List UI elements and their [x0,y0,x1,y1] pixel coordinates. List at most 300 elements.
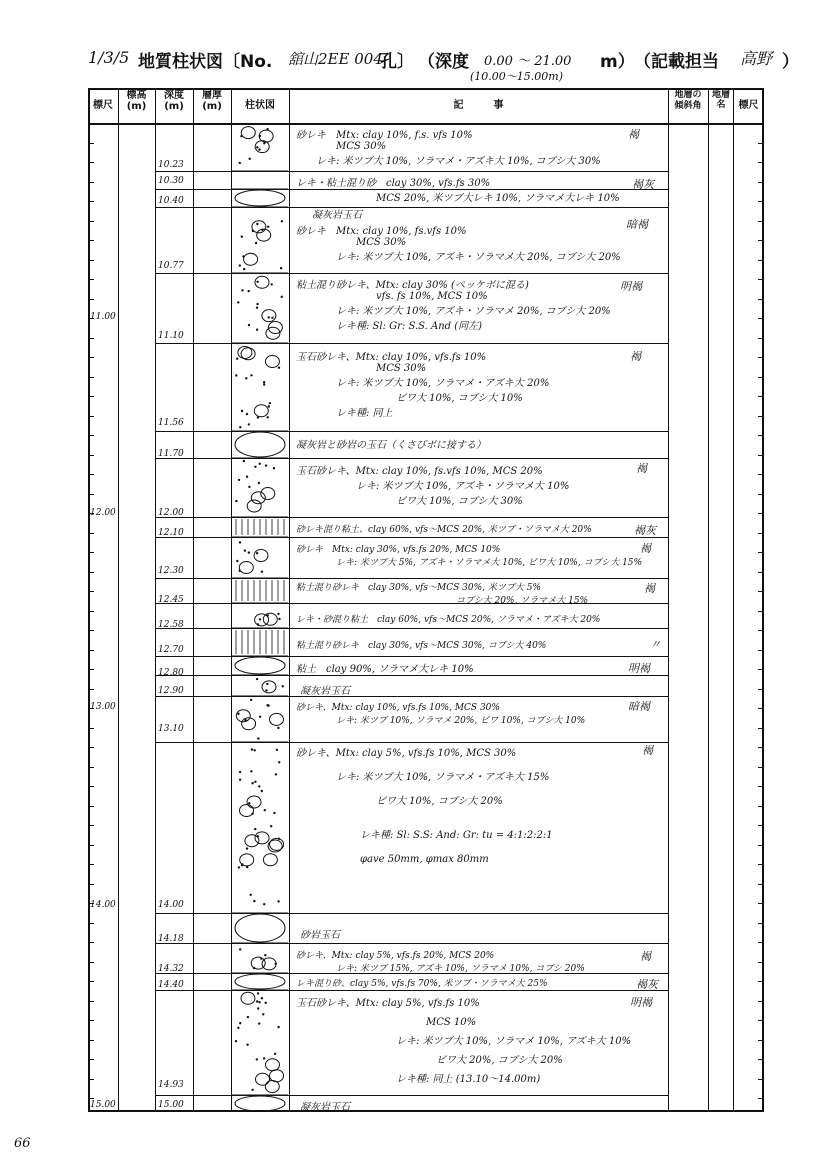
column-symbol [264,954,266,956]
layer-color: 褐 [628,128,639,141]
column-symbol [277,727,279,729]
column-symbol [267,705,269,707]
column-symbol [258,1022,260,1024]
layer-description: 砂レキ Mtx: clay 30%, vfs.fs 20%, MCS 10% レキ: 米ツブ大 5%, アズキ・ソラマメ大 10%, ビワ大 10%, コブシ大 15% [296,545,643,568]
column-symbol [256,552,258,554]
column-symbol [240,854,254,866]
column-symbol [235,1096,285,1111]
layer-description: 凝灰岩玉石 [300,1102,350,1113]
column-symbol [250,699,252,701]
depth-value: 10.40 [158,196,184,206]
depth-value: 12.80 [158,668,184,678]
column-symbol [235,914,285,942]
column-symbol [235,432,285,457]
column-symbol [263,903,265,905]
column-symbol [256,307,258,309]
column-symbol [249,158,251,160]
column-symbol [237,1027,239,1029]
depth-subrange: (10.00〜15.00m) [470,70,563,83]
scale-tick [758,357,764,358]
scale-tick [88,825,94,826]
column-symbol [257,992,259,994]
column-symbol [277,1026,279,1028]
column-symbol [255,832,269,844]
column-symbol [251,957,265,969]
scale-tick [88,962,94,963]
column-symbol [239,562,253,574]
depth-value: 10.77 [158,261,184,271]
column-symbol [236,358,238,360]
scale-tick [758,845,764,846]
layer-description: 玉石砂レキ、Mtx: clay 10%, vfs.fs 10% MCS 30% レキ: 米ツブ大 10%, ソラマメ・アズキ大 20% ビワ大 10%, コブシ大 10% レキ種: 同上 [296,352,550,419]
depth-value: 11.10 [158,331,184,341]
layer-color: 褐灰 [634,524,656,537]
column-symbol [245,835,259,847]
scale-tick [88,552,94,553]
scale-tick [88,747,94,748]
layer-description: レキ混り砂、clay 5%, vfs.fs 70%, 米ツブ・ソラマメ大 25% [296,979,548,989]
charge-label: （記載担当 [634,52,719,72]
column-symbol [277,613,279,615]
layer-color: 暗褐 [628,700,650,713]
column-symbol [281,220,283,222]
borehole-suffix: 孔〕 [380,52,414,72]
layer-description: 砂レキ、Mtx: clay 5%, vfs.fs 10%, MCS 30% レキ: 米ツブ大 10%, ソラマメ・アズキ大 15% ビワ大 10%, コブシ大 20% レキ種: Sl: S.S: And: Gr: tu = 4:1:2:2:1 φave 50mm, φmax 80mm [296,748,553,865]
column-symbol [241,127,255,139]
column-symbol [239,541,241,543]
column-symbol [262,681,276,693]
column-symbol [247,500,261,512]
scale-tick [758,318,764,319]
scale-mark-13: 13.00 [90,702,116,712]
layer-description: 凝灰岩と砂岩の玉石（くさびボに接する） [296,440,486,451]
layer-color: 褐 [630,350,641,363]
column-symbol [278,618,280,620]
column-symbol [259,716,261,718]
scale-tick [88,455,94,456]
column-symbol [239,162,241,164]
scale-tick [758,123,764,124]
col-divider [193,88,194,1112]
scale-tick [88,416,94,417]
depth-value: 12.58 [158,620,184,630]
scale-tick [88,1040,94,1041]
layer-color: 褐 [644,582,655,595]
column-symbol [259,618,261,620]
column-symbol [250,894,252,896]
scale-tick [758,338,764,339]
scale-tick [88,942,94,943]
layer-description: 凝灰岩玉石 [300,686,350,697]
column-symbol [241,236,243,238]
scale-tick [88,1079,94,1080]
column-symbol [251,1089,253,1091]
scale-tick [88,1001,94,1002]
header-divider [88,123,764,125]
scale-tick [88,338,94,339]
header-scale-right: 標尺 [738,100,759,111]
scale-tick [758,1079,764,1080]
col-divider [708,88,709,1112]
scale-tick [758,767,764,768]
column-symbol [265,1081,279,1093]
scale-mark-11: 11.00 [90,312,116,322]
column-symbol [268,316,270,318]
layer-color: 明褐 [630,996,652,1009]
col-divider [155,88,156,1112]
column-symbol [274,1053,276,1055]
scale-tick [758,435,764,436]
column-symbol [273,467,275,469]
scale-tick [758,162,764,163]
layer-description: 砂レキ、Mtx: clay 5%, vfs.fs 20%, MCS 20% レキ: 米ツブ 15%, アズキ 10%, ソラマメ 10%, コブシ 20% [296,951,585,974]
scale-tick [758,630,764,631]
scale-tick [88,494,94,495]
layer-color: 褐 [640,950,651,963]
depth-value: 12.70 [158,645,184,655]
column-symbol [265,356,279,368]
depth-value: 14.18 [158,934,184,944]
column-symbol [256,1058,258,1060]
column-symbol [257,737,259,739]
column-symbol [238,479,240,481]
column-symbol [254,466,256,468]
column-symbol [239,1022,241,1024]
column-symbol [250,770,252,772]
column-symbol [256,329,258,331]
scale-tick [758,611,764,612]
column-symbol [237,713,239,715]
column-symbol [254,550,268,562]
depth-value: 12.10 [158,528,184,538]
layer-description: 砂レキ、Mtx: clay 10%, vfs.fs 10%, MCS 30% レキ: 米ツブ 10%, ソラマメ 20%, ビワ 10%, コブシ大 10% [296,703,586,726]
scale-tick [758,689,764,690]
scale-tick [88,182,94,183]
column-symbol [267,226,269,228]
column-symbol [250,374,252,376]
column-symbol [258,1001,260,1003]
scale-tick [88,533,94,534]
column-symbol [251,782,253,784]
column-symbol [265,464,267,466]
scale-tick [758,416,764,417]
scale-tick [758,1020,764,1021]
column-symbol [241,410,243,412]
column-symbol [253,900,255,902]
scale-tick [88,162,94,163]
scale-tick [758,981,764,982]
layer-description: 玉石砂レキ、Mtx: clay 10%, fs.vfs 10%, MCS 20% レキ: 米ツブ大 10%, アズキ・ソラマメ大 10% ビワ大 10%, コブシ大 30% [296,466,570,507]
scale-tick [88,806,94,807]
depth-value: 11.56 [158,418,184,428]
scale-tick [88,1059,94,1060]
depth-value: 12.90 [158,686,184,696]
scale-tick [758,923,764,924]
scale-tick [88,240,94,241]
scale-tick [758,942,764,943]
scale-tick [88,728,94,729]
column-symbol [239,779,241,781]
scale-tick [758,1040,764,1041]
column-symbol [271,317,273,319]
col-divider [118,88,119,1112]
scale-tick [758,299,764,300]
column-symbol [282,685,284,687]
page-mark: 1/3/5 [88,48,130,67]
header-description: 記 事 [453,100,504,111]
scale-tick [758,884,764,885]
scale-tick [758,279,764,280]
scale-tick [88,611,94,612]
layer-color: 明褐 [628,662,650,675]
col-divider [733,88,734,1112]
column-symbol [247,796,261,808]
column-symbol [254,749,256,751]
charge-name: 高野 [740,49,773,68]
depth-value: 14.40 [158,980,184,990]
depth-value: 10.30 [158,176,184,186]
depth-value: 14.00 [158,900,184,910]
lithology-column [232,123,288,1112]
scale-tick [758,1001,764,1002]
scale-tick [758,552,764,553]
scale-tick [88,923,94,924]
column-symbol [256,303,258,305]
column-symbol [241,289,243,291]
column-symbol [262,310,276,322]
column-symbol [236,560,238,562]
column-symbol [281,296,283,298]
scale-tick [88,221,94,222]
document-title: 地質柱状図〔No. [138,52,273,72]
header-depth: 深度 (m) [164,90,184,112]
column-symbol [259,463,261,465]
scale-tick [758,143,764,144]
column-symbol [276,749,278,751]
column-symbol [241,992,255,1004]
layer-color: 〃 [650,638,661,651]
column-symbol [244,253,258,265]
column-symbol [239,771,241,773]
scale-tick [88,767,94,768]
column-symbol [235,1040,237,1042]
column-symbol [256,678,258,680]
scale-tick [758,806,764,807]
header-dip: 地層の 傾斜角 [674,90,702,111]
scale-tick [758,786,764,787]
column-symbol [248,423,250,425]
scale-tick [88,357,94,358]
column-symbol [278,367,280,369]
layer-color: 褐 [636,462,647,475]
scale-tick [758,1059,764,1060]
scale-tick [758,728,764,729]
column-symbol [271,283,273,285]
scale-tick [88,201,94,202]
header-scale: 標尺 [93,100,113,111]
scale-tick [88,123,94,124]
header-layer-name: 地層名 [711,90,730,110]
column-symbol [255,614,269,626]
scale-tick [758,903,764,904]
column-symbol [237,301,239,303]
column-symbol [267,416,269,418]
scale-tick [758,650,764,651]
column-symbol [270,713,284,725]
scale-tick [88,299,94,300]
depth-label: （深度 [418,52,469,72]
column-symbol [239,264,241,266]
column-symbol [256,1000,258,1002]
scale-tick [758,494,764,495]
scale-tick [758,201,764,202]
scale-tick [758,474,764,475]
column-symbol [238,866,240,868]
scale-mark-15: 15.00 [90,1100,116,1110]
scale-tick [88,279,94,280]
page-number: 66 [14,1136,31,1151]
scale-tick [88,1020,94,1021]
layer-description: 粘土混り砂レキ clay 30%, vfs〜MCS 30%, コブシ大 40% [296,641,547,651]
scale-tick [88,786,94,787]
column-symbol [248,324,250,326]
column-symbol [248,486,250,488]
scale-tick [758,240,764,241]
column-symbol [247,1016,249,1018]
scale-tick [758,260,764,261]
depth-value: 14.93 [158,1080,184,1090]
column-symbol [263,1057,265,1059]
scale-tick [88,689,94,690]
column-symbol [239,948,241,950]
scale-tick [88,474,94,475]
scale-tick [88,260,94,261]
column-symbol [278,761,280,763]
layer-color: 褐灰 [636,978,658,991]
depth-value: 13.10 [158,724,184,734]
column-symbol [261,571,263,573]
header-column: 柱状図 [245,100,275,111]
scale-tick [88,981,94,982]
scale-mark-12: 12.00 [90,508,116,518]
scale-tick [88,396,94,397]
depth-value: 11.70 [158,449,184,459]
column-symbol [263,381,265,383]
layer-description: 粘土 clay 90%, ソラマメ大レキ 10% [296,664,474,675]
column-symbol [235,374,237,376]
scale-tick [88,1098,94,1099]
scale-tick [88,572,94,573]
column-symbol [257,1007,259,1009]
scale-tick [758,669,764,670]
layer-description: レキ・粘土混り砂 clay 30%, vfs.fs 30% MCS 20%, 米ツブ大レキ 10%, ソラマメ大レキ 10% [296,178,620,204]
depth-value: 12.45 [158,595,184,605]
scale-tick [758,708,764,709]
column-symbol [269,402,271,404]
scale-mark-14: 14.00 [90,900,116,910]
column-symbol [254,405,268,417]
scale-tick [88,669,94,670]
depth-value: 15.00 [158,1100,184,1110]
scale-tick [758,864,764,865]
scale-tick [88,143,94,144]
depth-range: 0.00 〜 21.00 [484,54,572,69]
scale-tick [88,435,94,436]
column-symbol [240,805,254,817]
layer-description: 玉石砂レキ、Mtx: clay 5%, vfs.fs 10% MCS 10% レキ: 米ツブ大 10%, ソラマメ 10%, アズキ大 10% ビワ大 20%, コブシ大 20% レキ種: 同上 (13.10〜14.00m) [296,998,632,1085]
column-symbol [258,785,260,787]
scale-tick [758,396,764,397]
scale-tick [88,591,94,592]
scale-tick [758,591,764,592]
column-symbol [261,997,263,999]
column-symbol [270,825,272,827]
column-symbol [263,854,277,866]
column-symbol [251,748,253,750]
column-symbol [275,773,277,775]
layer-description: 砂レキ Mtx: clay 10%, fs.vfs 10% MCS 30% レキ: 米ツブ大 10%, アズキ・ソラマメ大 20%, コブシ大 20% [296,226,621,263]
column-symbol [268,405,270,407]
scale-tick [758,962,764,963]
column-symbol [235,657,285,674]
column-symbol [246,413,248,415]
scale-tick [758,513,764,514]
column-symbol [256,146,258,148]
col-divider [289,88,290,1112]
layer-color: 褐 [640,542,651,555]
column-symbol [255,242,257,244]
column-symbol [235,190,285,206]
scale-tick [88,864,94,865]
column-symbol [235,500,237,502]
layer-description: 粘土混り砂レキ、Mtx: clay 30% (ペッケボに混る) vfs. fs 10%, MCS 10% レキ: 米ツブ大 10%, アズキ・ソラマメ 20%, コブシ大 20% レキ種: Sl: Gr: S.S. And (同左) [296,280,611,332]
scale-tick [758,572,764,573]
column-symbol [263,383,265,385]
column-symbol [256,223,258,225]
depth-value: 12.00 [158,508,184,518]
column-symbol [277,900,279,902]
scale-tick [88,884,94,885]
column-symbol [248,551,250,553]
col-divider [668,88,669,1112]
scale-tick [758,221,764,222]
column-symbol [246,476,248,478]
scale-tick [758,1098,764,1099]
charge-close: ） [782,52,799,72]
layer-color: 褐 [642,744,653,757]
column-symbol [265,1002,267,1004]
scale-tick [758,747,764,748]
layer-color: 明褐 [620,280,642,293]
depth-value: 10.23 [158,160,184,170]
column-symbol [246,1044,248,1046]
column-symbol [264,809,266,811]
scale-tick [758,825,764,826]
header-thickness: 層厚 (m) [202,90,222,112]
column-symbol [246,847,248,849]
column-symbol [266,683,268,685]
column-symbol [248,802,250,804]
column-symbol [256,281,258,283]
layer-color: 暗褐 [626,218,648,231]
layer-description: 砂レキ Mtx: clay 10%, f.s. vfs 10% MCS 30% レキ: 米ツブ大 10%, ソラマメ・アズキ大 10%, コブシ大 30% [296,130,601,167]
depth-value: 14.32 [158,964,184,974]
scale-tick [758,182,764,183]
depth-unit: m） [600,52,635,72]
scale-tick [88,650,94,651]
column-symbol [248,290,250,292]
column-symbol [270,1070,284,1082]
